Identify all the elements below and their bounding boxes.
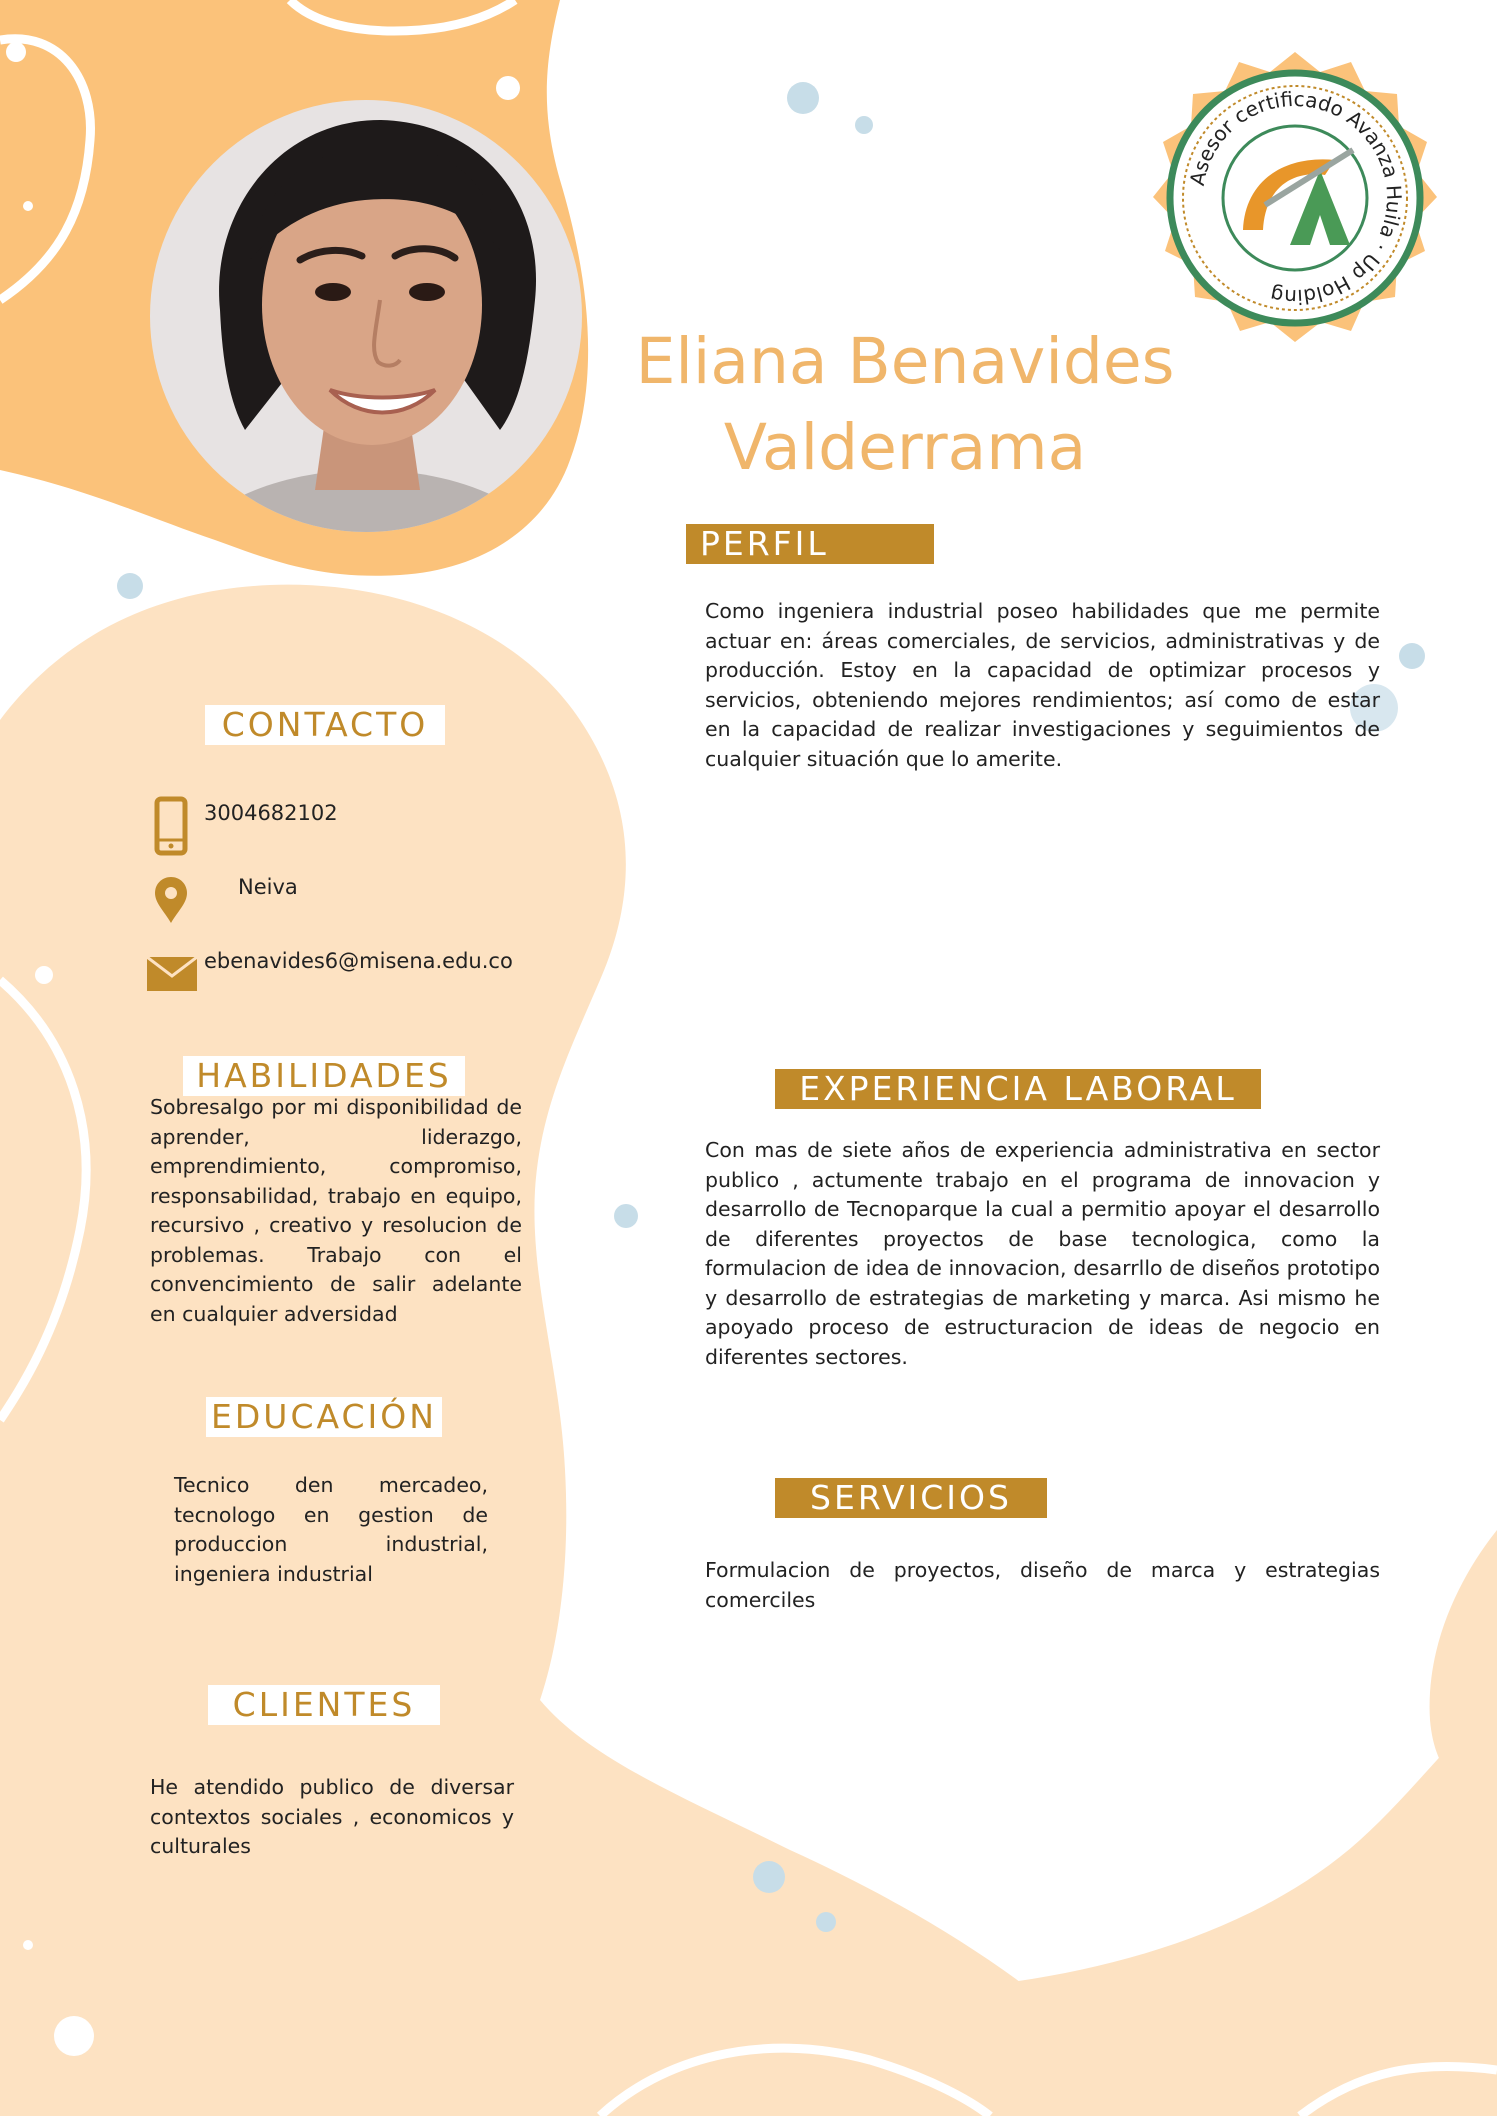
blue-dot <box>787 82 819 114</box>
profile-section-title: PERFIL <box>686 524 934 564</box>
skills-text: Sobresalgo por mi disponibilidad de aprender, liderazgo, emprendimiento, compromiso, responsabilidad, trabajo en equipo, recursivo , creativo y resolucion de problemas. Trabajo con el convencimiento de salir adelante en cualquier adversidad <box>150 1095 522 1326</box>
education-section-title: EDUCACIÓN <box>206 1397 442 1437</box>
blue-dot <box>753 1861 785 1893</box>
location-pin-icon <box>152 875 190 925</box>
services-section-title: SERVICIOS <box>775 1478 1047 1518</box>
experience-text: Con mas de siete años de experiencia administrativa en sector publico , actumente trabajo en el programa de innovacion y desarrollo de Tecnoparque la cual a permitio apoyar el desarrollo de diferentes proyectos de base tecnologica, como la formulacion de idea de innovacion, desarrllo de diseños prototipo y desarrollo de estrategias de marketing y marca. Asi mismo he apoyado proceso de estructuracion de ideas de negocio en diferentes sectores. <box>705 1138 1380 1369</box>
top-white-dot-3 <box>23 201 33 211</box>
contact-section-title: CONTACTO <box>205 705 445 745</box>
education-text: Tecnico den mercadeo, tecnologo en gestion de produccion industrial, ingeniera industrial <box>174 1473 488 1586</box>
right-peach-drop <box>1430 1530 1497 1792</box>
blue-dot <box>1399 643 1425 669</box>
clients-text: He atendido publico de diversar contextos sociales , economicos y culturales <box>150 1775 514 1858</box>
experience-section-title: EXPERIENCIA LABORAL <box>775 1069 1261 1109</box>
contact-email: ebenavides6@misena.edu.co <box>204 949 513 973</box>
phone-icon <box>154 796 188 856</box>
top-white-dot <box>496 76 520 100</box>
email-envelope-icon <box>146 956 198 992</box>
blue-dot <box>816 1912 836 1932</box>
full-name-line2: Valderrama <box>723 411 1087 484</box>
profile-text: Como ingeniera industrial poseo habilidades que me permite actuar en: áreas comerciales, de servicios, administrativas y de producción. Estoy en la capacidad de optimizar procesos y servicios, obteniendo mejores rendimientos; así como de estar en la capacidad de realizar investigaciones y seguimientos de cualquier situación que lo amerite. <box>705 599 1380 771</box>
blue-dot <box>855 116 873 134</box>
top-white-dot-2 <box>6 42 26 62</box>
blue-dot <box>614 1204 638 1228</box>
skills-section-title: HABILIDADES <box>183 1056 465 1096</box>
profile-photo <box>150 100 582 532</box>
certification-seal-icon <box>1125 30 1465 370</box>
left-white-dot <box>35 966 53 984</box>
clients-section-title: CLIENTES <box>208 1685 440 1725</box>
full-name-line1: Eliana Benavides <box>635 325 1175 398</box>
contact-phone: 3004682102 <box>204 801 338 825</box>
services-text: Formulacion de proyectos, diseño de marca y estrategias comerciles <box>705 1558 1380 1612</box>
svg-text:Asesor certificado Avanza Huil: Asesor certificado Avanza Huila · Up Holding <box>1184 86 1407 310</box>
blue-dot <box>117 573 143 599</box>
left-white-dot-3 <box>23 1940 33 1950</box>
contact-city: Neiva <box>238 875 298 899</box>
left-white-dot-2 <box>54 2016 94 2056</box>
